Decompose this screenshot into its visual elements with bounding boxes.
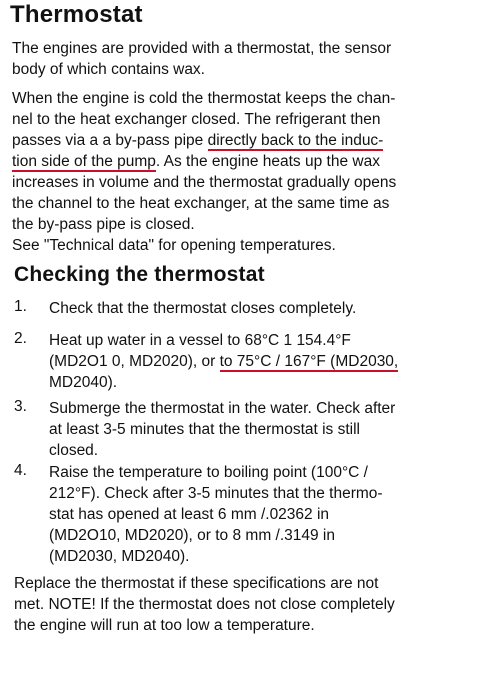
page-title: Thermostat — [10, 1, 143, 28]
underlined-text: directly back to the induc- — [207, 132, 384, 149]
paragraph-line — [12, 151, 396, 172]
closing-line: the engine will run at too low a temperature. — [14, 617, 315, 634]
operation-paragraph — [12, 88, 396, 235]
paragraph-line: the by-pass pipe is closed. — [12, 216, 195, 233]
step-2 — [14, 330, 484, 394]
intro-paragraph — [12, 38, 391, 80]
step-number: 2. — [14, 330, 27, 347]
underlined-text: to 75°C / 167°F (MD2030, — [219, 353, 399, 370]
underlined-text: tion side of the pump — [12, 153, 156, 170]
step-number: 3. — [14, 398, 27, 415]
step-line: (MD2030, MD2040). — [49, 548, 190, 565]
step-text — [49, 330, 398, 393]
step-line: Submerge the thermostat in the water. Check after — [49, 400, 396, 417]
step-4 — [14, 462, 484, 568]
paragraph-line: When the engine is cold the thermostat keeps the chan- — [12, 90, 396, 107]
step-text — [49, 462, 383, 567]
step-line: MD2040). — [49, 374, 118, 391]
closing-paragraph — [14, 573, 395, 636]
closing-line: met. NOTE! If the thermostat does not close completely — [14, 596, 395, 613]
note-line: See "Technical data" for opening temperatures. — [12, 237, 336, 254]
paragraph-text: . As the engine heats up the wax — [155, 153, 380, 170]
step-1 — [14, 298, 484, 320]
step-line — [49, 351, 398, 372]
intro-line: The engines are provided with a thermostat, the sensor — [12, 40, 392, 57]
step-text — [49, 298, 356, 319]
step-number: 1. — [14, 298, 27, 315]
step-line: 212°F). Check after 3-5 minutes that the thermo- — [49, 485, 383, 502]
paragraph-line: the channel to the heat exchanger, at the same time as — [12, 195, 390, 212]
step-text — [49, 398, 395, 461]
step-number: 4. — [14, 462, 27, 479]
step-line: (MD2O10, MD2020), or to 8 mm /.3149 in — [49, 527, 336, 544]
see-technical-data-note — [12, 235, 336, 256]
step-line: Check that the thermostat closes completely. — [49, 300, 357, 317]
step-line: Heat up water in a vessel to 68°C 1 154.4°F — [49, 332, 351, 349]
paragraph-text: passes via a a by-pass pipe — [12, 132, 208, 149]
paragraph-line: nel to the heat exchanger closed. The refrigerant then — [12, 111, 381, 128]
paragraph-line: increases in volume and the thermostat gradually opens — [12, 174, 397, 191]
step-line: at least 3-5 minutes that the thermostat is still — [49, 421, 360, 438]
step-line-text: (MD2O1 0, MD2020), or — [49, 353, 220, 370]
step-line: Raise the temperature to boiling point (100°C / — [49, 464, 368, 481]
closing-line: Replace the thermostat if these specifications are not — [14, 575, 379, 592]
step-line: stat has opened at least 6 mm /.02362 in — [49, 506, 330, 523]
intro-line: body of which contains wax. — [12, 61, 205, 78]
section-title: Checking the thermostat — [14, 263, 265, 286]
step-3 — [14, 398, 484, 462]
paragraph-line — [12, 130, 396, 151]
step-line: closed. — [49, 442, 99, 459]
